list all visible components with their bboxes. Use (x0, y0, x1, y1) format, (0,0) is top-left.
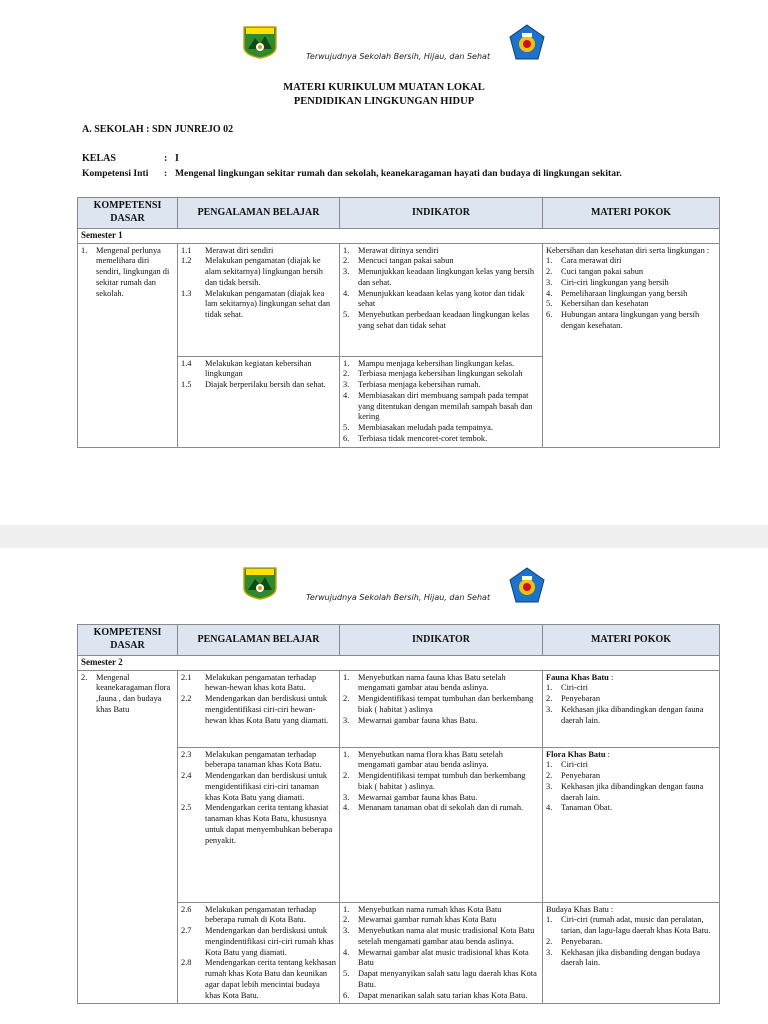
numbered-list (343, 246, 539, 332)
numbered-list (343, 359, 539, 445)
list-item (546, 299, 716, 310)
header-indikator: INDIKATOR (340, 625, 543, 656)
list-item (343, 771, 539, 793)
header-indikator: INDIKATOR (340, 198, 543, 229)
list-item-text: Melakukan kegiatan kebersihan lingkungan (205, 358, 312, 379)
class-separator: : (164, 153, 168, 164)
list-item-text: Mewarnai gambar fauna khas Batu. (358, 715, 478, 725)
header-materi-pokok: MATERI POKOK (543, 625, 720, 656)
list-item-text: Melakukan pengamatan terhadap beberapa rumah di Kota Batu. (205, 904, 317, 925)
list-item-number: 1.2 (181, 256, 192, 266)
list-item-text: Dapat menarikan salah satu tarian khas Kota Batu. (358, 990, 528, 1000)
list-item-number: 2.6 (181, 904, 192, 914)
list-item-number: 5. (343, 310, 350, 320)
document-title: MATERI KURIKULUM MUATAN LOKAL (283, 82, 485, 93)
list-item (181, 246, 336, 257)
list-item-number: 3. (546, 277, 553, 287)
mp-title: Fauna Khas Batu (546, 672, 609, 682)
list-item (343, 391, 539, 423)
numbered-list (181, 905, 336, 1002)
list-item (546, 948, 716, 970)
list-item-text: Penyebaran (561, 694, 601, 704)
list-item (181, 359, 336, 381)
ind-cell (340, 243, 543, 356)
list-item-text: Melakukan pengamatan (diajak ke alam sekitarnya) lingkungan bersih dan tidak bersih. (205, 256, 323, 287)
list-item-number: 1.3 (181, 288, 192, 298)
list-item-text: Mengidentifikasi tempat tumbuh dan berkembang biak ( habitat ) aslinya. (358, 771, 526, 791)
core-competency-row (82, 168, 622, 179)
table-header-row (78, 625, 720, 656)
list-item-number: 1. (343, 358, 350, 368)
list-item-text: Dapat menyanyikan salah satu lagu daerah khas Kota Batu. (358, 969, 537, 989)
school-emblem-logo (508, 24, 546, 62)
numbered-list (343, 750, 539, 815)
list-item-text: Membiasakan diri membuang sampah pada tempat yang ditentukan dengan memilah sampah basah dan kering (358, 390, 533, 422)
school-tagline: Terwujudnya Sekolah Bersih, Hijau, dan Sehat (306, 52, 491, 61)
list-item-text: Menyebutkan nama flora khas Batu setelah mengamati gambar atau benda aslinya. (358, 749, 503, 770)
list-item-number: 2. (546, 267, 553, 277)
list-item-text: Penyebaran (561, 771, 601, 781)
header-pengalaman-belajar: PENGALAMAN BELAJAR (178, 625, 340, 656)
list-item-number: 1. (343, 749, 350, 759)
list-item-number: 1. (343, 904, 350, 914)
list-item-text: Mendengarkan dan berdiskusi untuk mengidentifikasi ciri-ciri tanaman khas Kota Batu yang diamati. (205, 771, 328, 802)
list-item (181, 256, 336, 288)
list-item (546, 310, 716, 332)
list-item (546, 803, 716, 814)
pb-cell (178, 243, 340, 356)
list-item-number: 2.1 (181, 672, 192, 682)
list-item-text: Mewarnai gambar alat music tradisional khas Kota Batu (358, 947, 529, 968)
list-item-text: Mendengarkan cerita tentang khasiat tanaman khas Kota Batu, khususnya untuk dapat menyembuhkan beberapa penyakit. (205, 803, 333, 845)
list-item-text: Mendengarkan dan berdiskusi untuk mengindentifikasi ciri-ciri rumah khas Kota Batu yang diamati. (205, 926, 334, 957)
school-tagline: Terwujudnya Sekolah Bersih, Hijau, dan Sehat (306, 593, 491, 602)
list-item-text: Membiasakan meludah pada tempatnya. (358, 423, 493, 433)
list-item (181, 289, 336, 321)
list-item-number: 4. (343, 288, 350, 298)
list-item-text: Penyebaran. (561, 936, 603, 946)
list-item-text: Menunjukkan keadaan lingkungan kelas yang bersih dan sehat. (358, 267, 535, 287)
list-item (546, 256, 716, 267)
numbered-list (181, 246, 336, 321)
header-materi-pokok: MATERI POKOK (543, 198, 720, 229)
school-emblem-logo (508, 567, 546, 605)
list-item-text: Ciri-ciri (561, 760, 588, 770)
list-item (181, 694, 336, 726)
numbered-list (181, 750, 336, 847)
list-item-number: 1.5 (181, 380, 192, 390)
list-item-number: 2. (81, 672, 88, 682)
mp-title: Budaya Khas Batu : (546, 904, 614, 914)
list-item-number: 4. (546, 803, 553, 813)
numbered-list (546, 760, 716, 814)
list-item (343, 969, 539, 991)
list-item-text: Menanam tanaman obat di sekolah dan di rumah. (358, 803, 524, 813)
list-item (343, 246, 539, 257)
class-value: I (175, 153, 179, 164)
list-item (343, 948, 539, 970)
mp-cell (543, 670, 720, 747)
list-item-text: Melakukan pengamatan terhadap beberapa tanaman khas Kota Batu. (205, 749, 322, 770)
list-item (343, 673, 539, 695)
list-item-number: 4. (546, 288, 553, 298)
list-item-text: Kekhasan jika dibandingkan dengan fauna daerah lain. (561, 781, 704, 802)
list-item-number: 2.2 (181, 694, 192, 704)
list-item-text: Terbiasa menjaga kebersihan lingkungan sekolah (358, 369, 523, 379)
curriculum-table-semester-2 (77, 624, 720, 1004)
list-item-number: 1.4 (181, 358, 192, 368)
list-item (343, 369, 539, 380)
list-item-text: Kekhasan jika disbanding dengan budaya daerah lain. (561, 947, 701, 968)
list-item-text: Cara merawat diri (561, 256, 622, 266)
mp-intro: Kebersihan dan kesehatan diri serta lingkungan : (546, 245, 710, 255)
list-item-text: Mendengarkan cerita tentang kekhasan rumah khas Kota Batu dan keunikan agar dapat lebih mencintai budaya khas Kota Batu. (205, 958, 336, 1000)
list-item-number: 6. (546, 310, 553, 320)
list-item-text: Cuci tangan pakai sabun (561, 267, 644, 277)
list-item-number: 2. (343, 369, 350, 379)
document-subtitle: PENDIDIKAN LINGKUNGAN HIDUP (293, 96, 475, 107)
list-item (546, 267, 716, 278)
list-item (343, 793, 539, 804)
document-page-2 (0, 548, 768, 1024)
list-item (343, 359, 539, 370)
list-item-number: 2. (343, 694, 350, 704)
list-item-text: Mendengarkan dan berdiskusi untuk mengidentifikasi ciri-ciri hewan-hewan khas Kota Batu yang diamati. (205, 694, 329, 725)
mp-cell (543, 243, 720, 447)
list-item-text: Kekhasan jika dibandingkan dengan fauna daerah lain. (561, 704, 704, 725)
list-item (343, 926, 539, 948)
list-item (81, 246, 174, 300)
semester-row (78, 656, 720, 671)
list-item-text: Ciri-ciri lingkungan yang bersih (561, 277, 669, 287)
list-item-text: Mewarnai gambar fauna khas Batu. (358, 792, 478, 802)
kota-batu-logo (242, 566, 278, 600)
list-item (343, 434, 539, 445)
list-item-text: Hubungan antara lingkungan yang bersih dengan kesehatan. (561, 310, 700, 330)
ind-cell (340, 747, 543, 902)
list-item-text: Mampu menjaga kebersihan lingkungan kelas. (358, 358, 515, 368)
list-item (343, 289, 539, 311)
list-item-number: 2. (546, 694, 553, 704)
numbered-list (181, 359, 336, 391)
list-item (343, 750, 539, 772)
list-item-number: 1. (81, 245, 88, 255)
list-item-text: Ciri-ciri (rumah adat, music dan peralatan, tarian, dan lagu-lagu daerah khas Kota Batu. (561, 915, 711, 936)
mp-colon: : (605, 749, 610, 759)
list-item-number: 2.4 (181, 771, 192, 781)
list-item (343, 380, 539, 391)
ind-cell (340, 670, 543, 747)
list-item-text: Melakukan pengamatan (diajak kea lam sekitarnya) lingkungan sehat dan tidak sehat. (205, 288, 331, 320)
table-row (78, 243, 720, 356)
table-header-row (78, 198, 720, 229)
list-item-number: 1. (546, 915, 553, 925)
numbered-list (81, 673, 174, 716)
list-item-text: Menunjukkan keadaan kelas yang kotor dan tidak sehat (358, 288, 525, 309)
list-item (546, 278, 716, 289)
list-item (181, 673, 336, 695)
list-item-number: 2.8 (181, 958, 192, 968)
list-item (181, 750, 336, 772)
list-item (343, 310, 539, 332)
list-item-text: Menyebutkan nama fauna khas Batu setelah mengamati gambar atau benda aslinya. (358, 672, 506, 693)
list-item-number: 3. (546, 704, 553, 714)
list-item (546, 771, 716, 782)
core-competency-label: Kompetensi Inti (82, 168, 149, 179)
list-item (546, 937, 716, 948)
list-item (181, 771, 336, 803)
kota-batu-logo (242, 25, 278, 59)
list-item-text: Pemeliharaan lingkungan yang bersih (561, 288, 688, 298)
class-label: KELAS (82, 153, 116, 164)
list-item (546, 289, 716, 300)
mp-cell (543, 747, 720, 902)
list-item-number: 3. (343, 926, 350, 936)
semester-row (78, 229, 720, 244)
pb-cell (178, 902, 340, 1004)
list-item-number: 1. (546, 760, 553, 770)
list-item (343, 905, 539, 916)
list-item (181, 926, 336, 958)
kd-cell (78, 243, 178, 447)
pb-cell (178, 670, 340, 747)
header-kompetensi-dasar: KOMPETENSI DASAR (78, 625, 178, 656)
table-row (78, 670, 720, 747)
list-item (181, 905, 336, 927)
list-item (546, 683, 716, 694)
list-item-text: Mencuci tangan pakai sabun (358, 256, 454, 266)
list-item-number: 1. (546, 256, 553, 266)
numbered-list (546, 915, 716, 969)
list-item (343, 694, 539, 716)
list-item (546, 705, 716, 727)
list-item-text: Ciri-ciri (561, 683, 588, 693)
list-item (343, 423, 539, 434)
ind-cell (340, 902, 543, 1004)
list-item-number: 2. (343, 771, 350, 781)
mp-cell (543, 902, 720, 1004)
list-item-text: Menyebutkan nama rumah khas Kota Batu (358, 904, 502, 914)
list-item-text: Merawat diri sendiri (205, 245, 274, 255)
curriculum-table-semester-1 (77, 197, 720, 448)
list-item (343, 256, 539, 267)
list-item-text: Merawat dirinya sendiri (358, 245, 439, 255)
list-item-number: 3. (343, 715, 350, 725)
list-item-number: 3. (343, 380, 350, 390)
list-item (81, 673, 174, 716)
list-item-number: 2.5 (181, 803, 192, 813)
list-item-text: Mengidentifikasi tempat tumbuhan dan berkembang biak ( habitat ) aslinya (358, 694, 534, 714)
list-item (343, 915, 539, 926)
ind-cell (340, 356, 543, 447)
list-item-text: Melakukan pengamatan terhadap hewan-hewan khas kota Batu. (205, 672, 317, 693)
list-item-number: 1.1 (181, 245, 192, 255)
list-item-number: 5. (546, 299, 553, 309)
header-pengalaman-belajar: PENGALAMAN BELAJAR (178, 198, 340, 229)
list-item-number: 1. (343, 245, 350, 255)
list-item (343, 267, 539, 289)
list-item-number: 3. (343, 267, 350, 277)
school-name: A. SEKOLAH : SDN JUNREJO 02 (82, 124, 234, 135)
semester-label: Semester 1 (78, 229, 720, 244)
list-item (546, 694, 716, 705)
mp-title: Flora Khas Batu (546, 749, 606, 759)
list-item-text: Menyebutkan nama alat music tradisional Kota Batu setelah mengamati gambar atau benda aslinya. (358, 926, 535, 946)
list-item-number: 1. (546, 683, 553, 693)
list-item-number: 2. (546, 771, 553, 781)
list-item (546, 915, 716, 937)
list-item-number: 6. (343, 990, 350, 1000)
list-item (181, 380, 336, 391)
list-item-number: 4. (343, 947, 350, 957)
numbered-list (181, 673, 336, 727)
list-item-number: 1. (343, 672, 350, 682)
list-item (343, 991, 539, 1002)
list-item-number: 2.7 (181, 926, 192, 936)
list-item-text: Menyebutkan perbedaan keadaan lingkungan kelas yang sehat dan tidak sehat (358, 310, 530, 330)
pb-cell (178, 747, 340, 902)
list-item-number: 2. (343, 256, 350, 266)
list-item (181, 803, 336, 846)
list-item-text: Mengenal perlunya memelihara diri sendiri, lingkungan di sekitar rumah dan sekolah. (96, 245, 170, 298)
list-item (343, 803, 539, 814)
list-item-number: 2.3 (181, 749, 192, 759)
numbered-list (343, 905, 539, 1002)
numbered-list (546, 683, 716, 726)
list-item (343, 716, 539, 727)
list-item-text: Diajak berperilaku bersih dan sehat. (205, 380, 326, 390)
list-item-text: Kebersihan dan kesehatan (561, 299, 649, 309)
numbered-list (343, 673, 539, 727)
list-item-number: 3. (546, 781, 553, 791)
header-kompetensi-dasar: KOMPETENSI DASAR (78, 198, 178, 229)
list-item-number: 6. (343, 433, 350, 443)
list-item-number: 4. (343, 803, 350, 813)
list-item-text: Tanaman Obat. (561, 803, 613, 813)
list-item (181, 958, 336, 1001)
list-item-text: Terbiasa tidak mencoret-coret tembok. (358, 433, 488, 443)
kd-cell (78, 670, 178, 1004)
class-row (82, 153, 179, 164)
list-item (546, 782, 716, 804)
list-item-number: 2. (343, 915, 350, 925)
mp-colon: : (608, 672, 614, 682)
pb-cell (178, 356, 340, 447)
list-item-number: 4. (343, 390, 350, 400)
semester-label: Semester 2 (78, 656, 720, 671)
list-item-number: 5. (343, 969, 350, 979)
list-item-number: 3. (546, 947, 553, 957)
list-item-text: Mewarnai gambar rumah khas Kota Batu (358, 915, 497, 925)
list-item-number: 3. (343, 792, 350, 802)
core-competency-text: Mengenal lingkungan sekitar rumah dan sekolah, keanekaragaman hayati dan budaya di lingkungan sekitar. (175, 168, 622, 179)
numbered-list (546, 256, 716, 331)
list-item-text: Terbiasa menjaga kebersihan rumah. (358, 380, 481, 390)
numbered-list (81, 246, 174, 300)
core-competency-separator: : (164, 168, 168, 179)
list-item-number: 5. (343, 423, 350, 433)
list-item-number: 2. (546, 936, 553, 946)
list-item (546, 760, 716, 771)
list-item-text: Mengenal keanekaragaman flora ,fauna , dan budaya khas Batu (96, 672, 171, 714)
